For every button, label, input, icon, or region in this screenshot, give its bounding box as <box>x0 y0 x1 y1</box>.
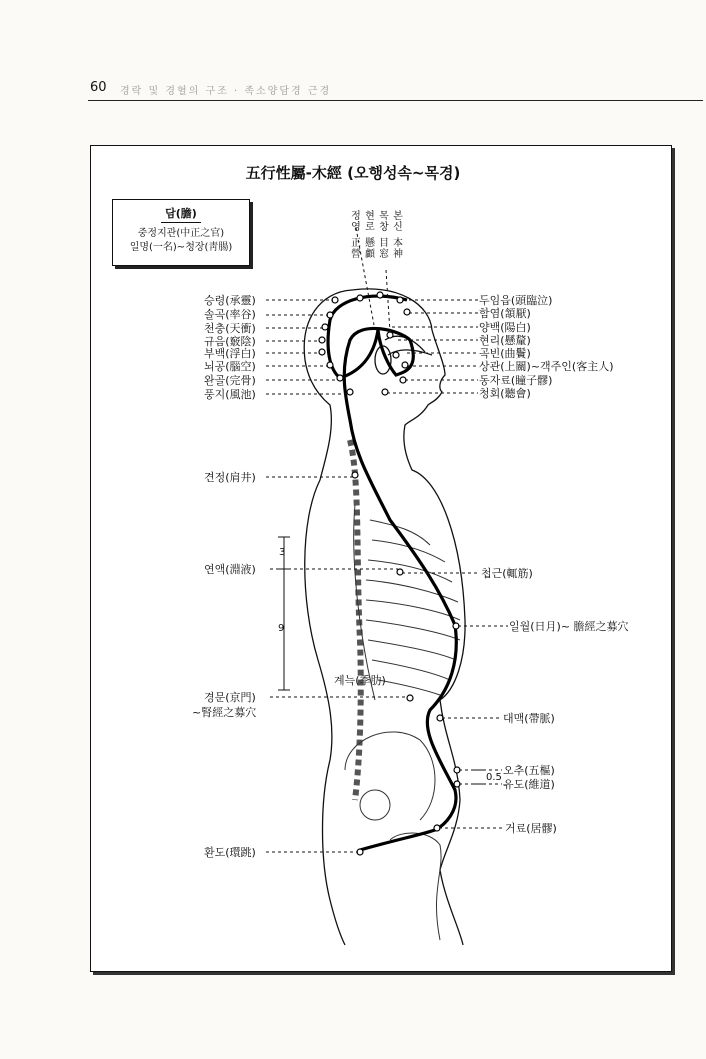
point-hamyeom: 함염(頷厭) <box>479 307 531 320</box>
point-cheonghoe: 청회(聽會) <box>479 387 531 400</box>
point-georyo: 거료(居髎) <box>505 822 557 835</box>
point-yeonaek: 연액(淵液) <box>204 563 256 576</box>
point-dongjaryo: 동자료(瞳子髎) <box>479 374 553 387</box>
measure-upper: 3 <box>279 547 286 558</box>
point-solgok: 솔곡(率谷) <box>204 308 256 321</box>
measurement-scale <box>278 537 484 784</box>
body-outline <box>304 289 465 945</box>
point-gyeongmun-note: ~腎經之募穴 <box>192 706 257 719</box>
measure-hip: 0.5 <box>486 772 502 783</box>
measure-lower: 9 <box>278 623 285 634</box>
infobox-line-2: 일명(一名)~청장(靑腸) <box>129 242 233 253</box>
page-number: 60 <box>90 80 107 95</box>
point-seungnyeong: 승령(承靈) <box>204 294 256 307</box>
point-bubaek: 부백(浮白) <box>204 347 256 360</box>
point-wangol: 완골(完骨) <box>204 374 256 387</box>
point-cheonchung: 천충(天衝) <box>204 322 256 335</box>
inner-label-gyeneuk: 계늑(季肋) <box>334 674 386 687</box>
running-title: 경락 및 경혈의 구조 · 족소양담경 근경 <box>120 86 332 97</box>
gallbladder-meridian-line <box>328 296 456 850</box>
point-yangbaek: 양백(陽白) <box>479 321 531 334</box>
point-duimeup: 두임읍(頭臨泣) <box>479 294 553 307</box>
leader-lines <box>266 228 508 852</box>
infobox-line-1: 중정지관(中正之官) <box>137 228 225 239</box>
point-daemaek: 대맥(帶脈) <box>503 712 555 725</box>
point-hwando: 환도(環跳) <box>204 846 256 859</box>
point-gokbin: 곡빈(曲鬢) <box>479 347 531 360</box>
point-hyeonni: 현리(懸釐) <box>479 334 531 347</box>
point-noegong: 뇌공(腦空) <box>204 360 256 373</box>
top-point-1: 정영 正營 <box>351 211 361 260</box>
point-gyeonjeong: 견정(肩井) <box>204 471 256 484</box>
top-point-4: 본신 本神 <box>393 211 403 260</box>
point-ochu: 오추(五樞) <box>503 764 555 777</box>
point-pungji: 풍지(風池) <box>204 388 256 401</box>
figure-title: 五行性屬-木經 (오행성속~목경) <box>245 164 461 182</box>
point-yudo: 유도(維道) <box>503 778 555 791</box>
top-point-2: 현로 懸顱 <box>365 211 375 260</box>
point-cheopgeun: 첩근(輒筋) <box>481 567 533 580</box>
point-gyueum: 규음(竅陰) <box>204 335 256 348</box>
point-gyeongmun: 경문(京門) <box>204 691 256 704</box>
infobox-heading: 담(膽) <box>165 207 197 220</box>
ribcage <box>350 440 460 800</box>
top-point-3: 목창 目窓 <box>379 211 389 260</box>
point-irwol: 일월(日月)~ 膽經之募穴 <box>509 620 629 633</box>
point-sanggwan: 상관(上關)~객주인(客主人) <box>479 360 614 373</box>
